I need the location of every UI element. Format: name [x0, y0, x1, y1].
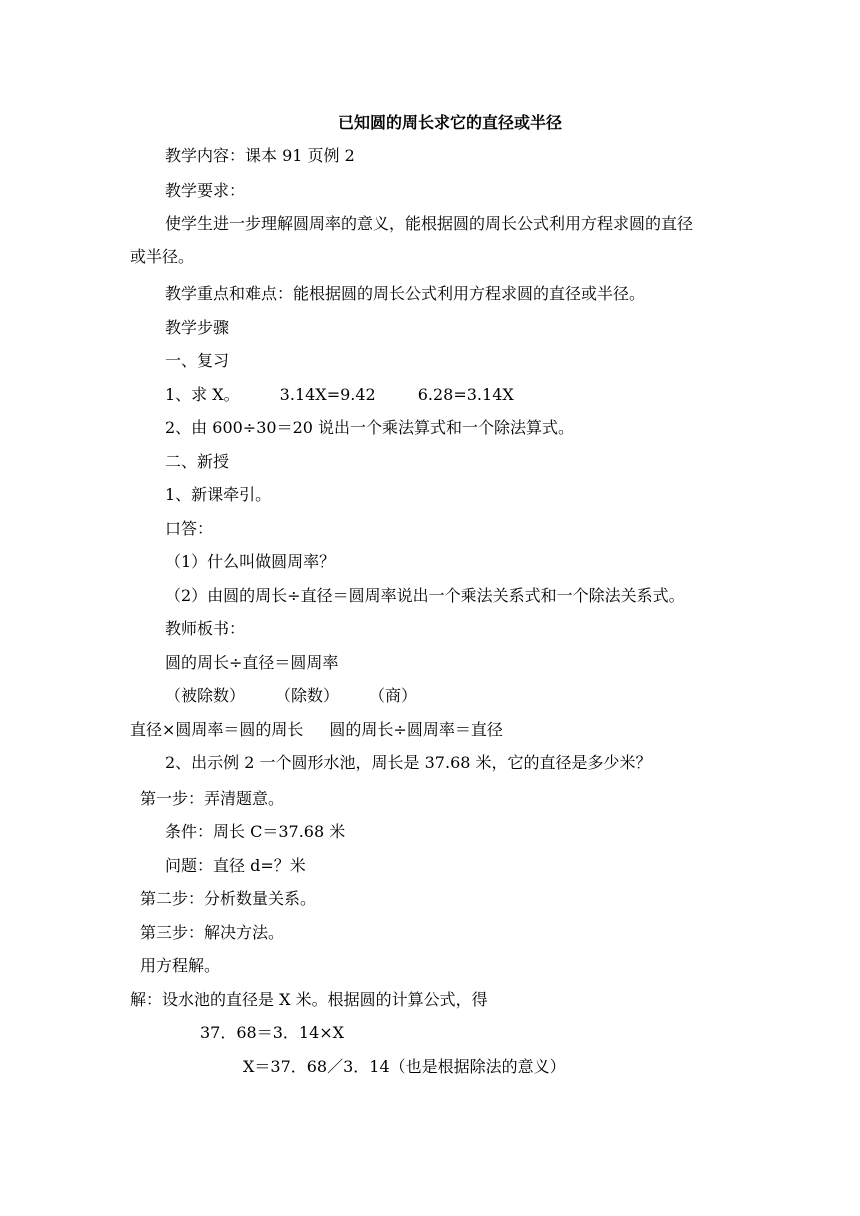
- teaching-content: 教学内容：课本 91 页例 2: [165, 146, 355, 165]
- step-2: 第二步：分析数量关系。: [140, 889, 317, 908]
- teaching-requirements-heading: 教学要求：: [165, 181, 246, 200]
- dividend-label: （被除数）: [165, 686, 246, 705]
- review-item-1: [165, 384, 514, 406]
- new-lesson-item-1: 1、新课牵引。: [165, 485, 272, 504]
- section-new-lesson: 二、新授: [165, 452, 230, 471]
- question-2: （2）由圆的周长÷直径＝圆周率说出一个乘法关系式和一个除法关系式。: [165, 586, 685, 605]
- board-writing-heading: 教师板书：: [165, 619, 246, 638]
- equation-1: 3.14X=9.42: [279, 385, 376, 404]
- divisor-label: （除数）: [275, 686, 340, 705]
- review-item-1-label: 1、求 X。: [165, 385, 240, 404]
- section-review: 一、复习: [165, 351, 230, 370]
- board-formula: 圆的周长÷直径＝圆周率: [165, 653, 339, 672]
- example-2-problem: 2、出示例 2 一个圆形水池，周长是 37.68 米，它的直径是多少米？: [165, 753, 652, 772]
- teaching-steps-heading: 教学步骤: [165, 318, 230, 337]
- derived-formulas: [130, 719, 503, 741]
- equation-2: 6.28=3.14X: [417, 385, 514, 404]
- condition: 条件：周长 C＝37.68 米: [165, 822, 346, 841]
- question: 问题：直径 d=？米: [165, 856, 306, 875]
- quotient-label: （商）: [369, 686, 418, 705]
- solution-equation: 37．68＝3．14×X: [200, 1023, 345, 1042]
- oral-answer-heading: 口答：: [165, 519, 214, 538]
- key-points: 教学重点和难点：能根据圆的周长公式利用方程求圆的直径或半径。: [165, 284, 646, 303]
- step-3: 第三步：解决方法。: [140, 923, 285, 942]
- requirements-text: 使学生进一步理解圆周率的意义，能根据圆的周长公式利用方程求圆的直径: [165, 214, 694, 233]
- step-1: 第一步：弄清题意。: [140, 789, 285, 808]
- multiplication-formula: 直径×圆周率＝圆的周长: [130, 720, 304, 739]
- solution-intro: 解：设水池的直径是 X 米。根据圆的计算公式，得: [130, 990, 488, 1009]
- equation-method: 用方程解。: [140, 956, 221, 975]
- document-title: 已知圆的周长求它的直径或半径: [337, 113, 562, 132]
- review-item-2: 2、由 600÷30＝20 说出一个乘法算式和一个除法算式。: [165, 418, 575, 437]
- division-formula: 圆的周长÷圆周率＝直径: [329, 720, 503, 739]
- requirements-text-continued: 或半径。: [130, 247, 195, 266]
- question-1: （1）什么叫做圆周率？: [165, 552, 336, 571]
- solution-result: X＝37．68／3．14（也是根据除法的意义）: [243, 1057, 566, 1076]
- formula-parts: [165, 685, 417, 707]
